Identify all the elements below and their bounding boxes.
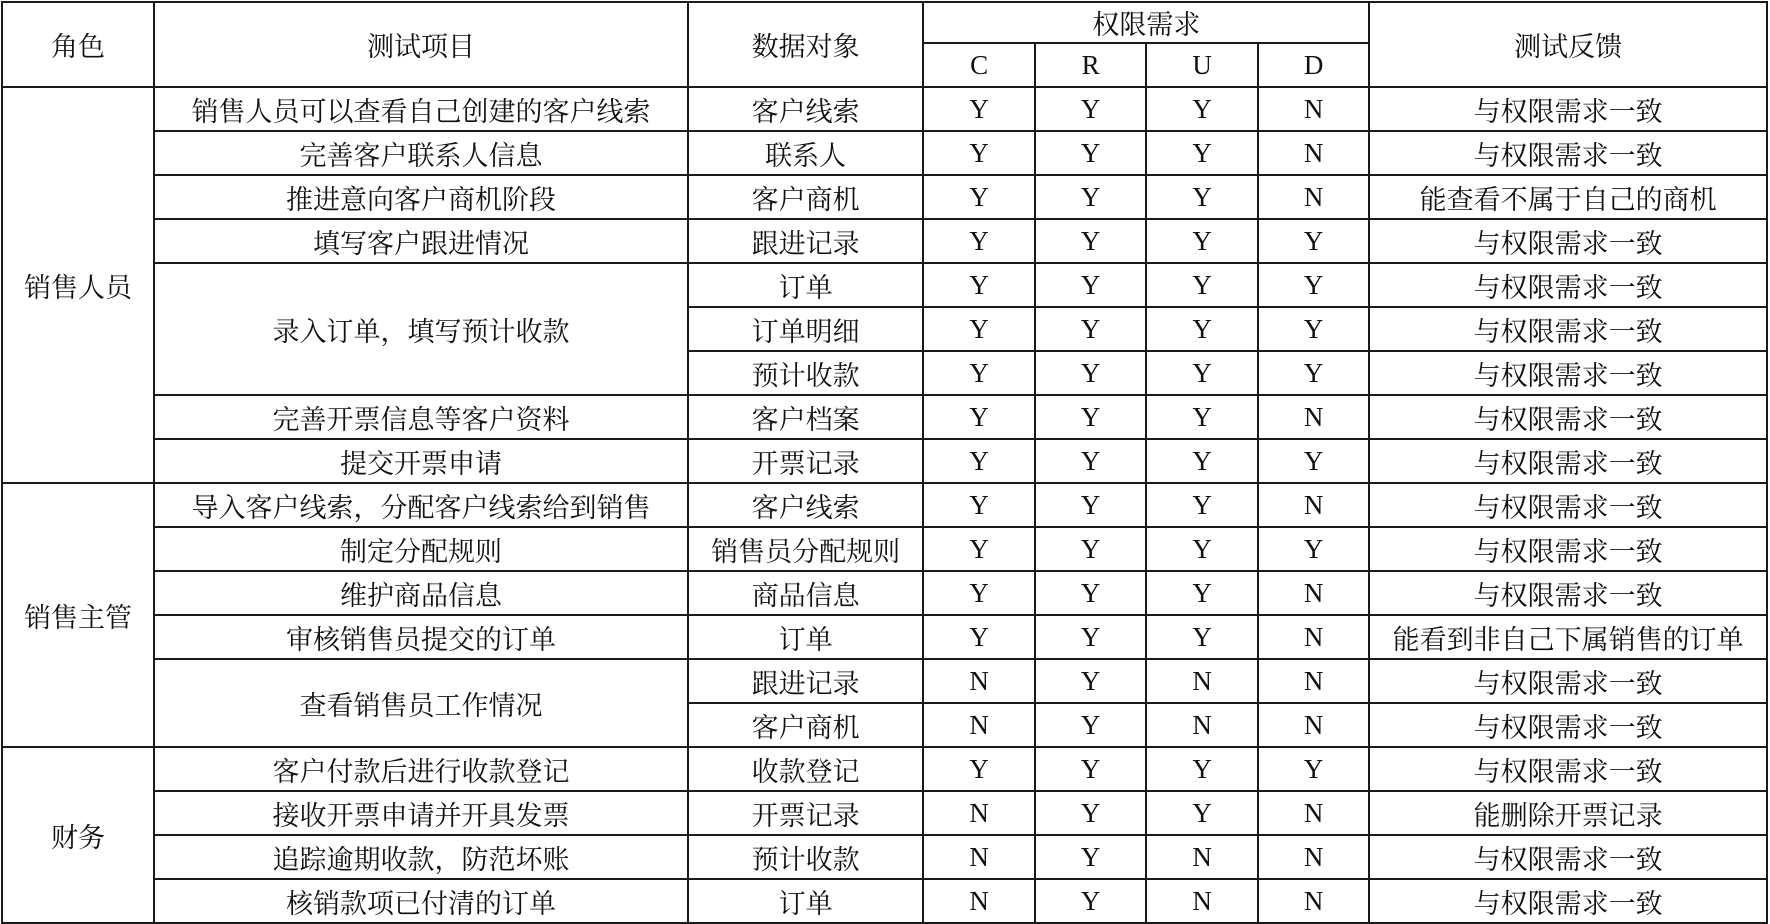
crud-c-cell: Y — [923, 219, 1035, 263]
feedback-cell: 与权限需求一致 — [1369, 879, 1767, 923]
data-object-cell: 开票记录 — [688, 791, 923, 835]
feedback-cell: 能看到非自己下属销售的订单 — [1369, 615, 1767, 659]
crud-u-cell: Y — [1146, 747, 1258, 791]
table-row — [2, 483, 1767, 527]
feedback-cell: 与权限需求一致 — [1369, 835, 1767, 879]
crud-c-cell: Y — [923, 747, 1035, 791]
table-row — [2, 87, 1767, 131]
crud-c-cell: Y — [923, 527, 1035, 571]
role-cell: 财务 — [2, 747, 154, 923]
crud-d-cell: Y — [1258, 263, 1370, 307]
crud-c-cell: Y — [923, 615, 1035, 659]
data-object-cell: 跟进记录 — [688, 219, 923, 263]
feedback-cell: 能删除开票记录 — [1369, 791, 1767, 835]
data-object-cell: 客户商机 — [688, 703, 923, 747]
data-object-cell: 订单明细 — [688, 307, 923, 351]
crud-u-cell: Y — [1146, 219, 1258, 263]
crud-u-cell: Y — [1146, 87, 1258, 131]
crud-c-cell: N — [923, 791, 1035, 835]
crud-r-cell: Y — [1035, 351, 1147, 395]
crud-d-cell: Y — [1258, 527, 1370, 571]
crud-c-cell: Y — [923, 439, 1035, 483]
test-item-cell: 接收开票申请并开具发票 — [154, 791, 688, 835]
crud-r-cell: Y — [1035, 87, 1147, 131]
crud-c-cell: N — [923, 835, 1035, 879]
test-item-cell: 制定分配规则 — [154, 527, 688, 571]
test-item-cell: 维护商品信息 — [154, 571, 688, 615]
table-row — [2, 659, 1767, 703]
table-row — [2, 879, 1767, 923]
data-object-cell: 客户线索 — [688, 483, 923, 527]
crud-d-cell: Y — [1258, 747, 1370, 791]
crud-r-cell: Y — [1035, 439, 1147, 483]
table-row — [2, 395, 1767, 439]
role-cell: 销售人员 — [2, 87, 154, 483]
crud-d-cell: Y — [1258, 439, 1370, 483]
crud-c-cell: Y — [923, 483, 1035, 527]
table-row — [2, 131, 1767, 175]
crud-c-cell: Y — [923, 131, 1035, 175]
feedback-cell: 与权限需求一致 — [1369, 527, 1767, 571]
header-test-item: 测试项目 — [154, 2, 688, 87]
header-crud-r: R — [1035, 43, 1147, 87]
feedback-cell: 与权限需求一致 — [1369, 219, 1767, 263]
table-row — [2, 175, 1767, 219]
test-item-cell: 录入订单，填写预计收款 — [154, 263, 688, 395]
feedback-cell: 与权限需求一致 — [1369, 351, 1767, 395]
table-row — [2, 439, 1767, 483]
crud-c-cell: Y — [923, 571, 1035, 615]
crud-d-cell: N — [1258, 571, 1370, 615]
crud-c-cell: Y — [923, 395, 1035, 439]
crud-r-cell: Y — [1035, 571, 1147, 615]
test-item-cell: 填写客户跟进情况 — [154, 219, 688, 263]
data-object-cell: 收款登记 — [688, 747, 923, 791]
feedback-cell: 与权限需求一致 — [1369, 131, 1767, 175]
header-feedback: 测试反馈 — [1369, 2, 1767, 87]
header-role: 角色 — [2, 2, 154, 87]
table-row — [2, 527, 1767, 571]
test-item-cell: 提交开票申请 — [154, 439, 688, 483]
feedback-cell: 与权限需求一致 — [1369, 87, 1767, 131]
header-crud-u: U — [1146, 43, 1258, 87]
crud-u-cell: Y — [1146, 791, 1258, 835]
crud-u-cell: N — [1146, 703, 1258, 747]
crud-r-cell: Y — [1035, 131, 1147, 175]
test-item-cell: 客户付款后进行收款登记 — [154, 747, 688, 791]
data-object-cell: 联系人 — [688, 131, 923, 175]
crud-d-cell: N — [1258, 87, 1370, 131]
crud-d-cell: Y — [1258, 351, 1370, 395]
table-header — [2, 2, 1767, 87]
table-row — [2, 791, 1767, 835]
crud-c-cell: Y — [923, 351, 1035, 395]
header-crud-d: D — [1258, 43, 1370, 87]
table-row — [2, 219, 1767, 263]
data-object-cell: 预计收款 — [688, 835, 923, 879]
test-item-cell: 导入客户线索，分配客户线索给到销售 — [154, 483, 688, 527]
crud-u-cell: N — [1146, 879, 1258, 923]
header-permission-group: 权限需求 — [923, 2, 1369, 43]
test-item-cell: 追踪逾期收款，防范坏账 — [154, 835, 688, 879]
crud-c-cell: Y — [923, 87, 1035, 131]
crud-u-cell: Y — [1146, 483, 1258, 527]
crud-r-cell: Y — [1035, 879, 1147, 923]
table-row — [2, 263, 1767, 307]
crud-d-cell: N — [1258, 395, 1370, 439]
data-object-cell: 客户商机 — [688, 175, 923, 219]
test-item-cell: 查看销售员工作情况 — [154, 659, 688, 747]
table-row — [2, 747, 1767, 791]
data-object-cell: 开票记录 — [688, 439, 923, 483]
feedback-cell: 能查看不属于自己的商机 — [1369, 175, 1767, 219]
crud-r-cell: Y — [1035, 659, 1147, 703]
crud-c-cell: N — [923, 703, 1035, 747]
data-object-cell: 订单 — [688, 615, 923, 659]
data-object-cell: 订单 — [688, 879, 923, 923]
feedback-cell: 与权限需求一致 — [1369, 263, 1767, 307]
data-object-cell: 销售员分配规则 — [688, 527, 923, 571]
data-object-cell: 客户档案 — [688, 395, 923, 439]
crud-r-cell: Y — [1035, 263, 1147, 307]
crud-u-cell: Y — [1146, 395, 1258, 439]
crud-d-cell: N — [1258, 175, 1370, 219]
crud-u-cell: Y — [1146, 263, 1258, 307]
crud-r-cell: Y — [1035, 307, 1147, 351]
crud-u-cell: Y — [1146, 615, 1258, 659]
data-object-cell: 预计收款 — [688, 351, 923, 395]
feedback-cell: 与权限需求一致 — [1369, 747, 1767, 791]
crud-d-cell: Y — [1258, 307, 1370, 351]
role-cell: 销售主管 — [2, 483, 154, 747]
header-data-object: 数据对象 — [688, 2, 923, 87]
crud-c-cell: Y — [923, 307, 1035, 351]
feedback-cell: 与权限需求一致 — [1369, 439, 1767, 483]
crud-u-cell: Y — [1146, 571, 1258, 615]
table-row — [2, 615, 1767, 659]
crud-d-cell: N — [1258, 483, 1370, 527]
crud-d-cell: N — [1258, 659, 1370, 703]
table-row — [2, 835, 1767, 879]
data-object-cell: 跟进记录 — [688, 659, 923, 703]
crud-u-cell: Y — [1146, 131, 1258, 175]
data-object-cell: 客户线索 — [688, 87, 923, 131]
feedback-cell: 与权限需求一致 — [1369, 483, 1767, 527]
crud-r-cell: Y — [1035, 703, 1147, 747]
crud-u-cell: Y — [1146, 351, 1258, 395]
feedback-cell: 与权限需求一致 — [1369, 395, 1767, 439]
test-item-cell: 审核销售员提交的订单 — [154, 615, 688, 659]
crud-d-cell: N — [1258, 615, 1370, 659]
crud-u-cell: Y — [1146, 175, 1258, 219]
test-item-cell: 推进意向客户商机阶段 — [154, 175, 688, 219]
crud-u-cell: Y — [1146, 307, 1258, 351]
crud-r-cell: Y — [1035, 483, 1147, 527]
test-item-cell: 完善开票信息等客户资料 — [154, 395, 688, 439]
crud-r-cell: Y — [1035, 175, 1147, 219]
crud-u-cell: Y — [1146, 527, 1258, 571]
table-row — [2, 571, 1767, 615]
crud-d-cell: N — [1258, 791, 1370, 835]
data-object-cell: 订单 — [688, 263, 923, 307]
crud-u-cell: Y — [1146, 439, 1258, 483]
crud-c-cell: N — [923, 879, 1035, 923]
crud-r-cell: Y — [1035, 219, 1147, 263]
feedback-cell: 与权限需求一致 — [1369, 571, 1767, 615]
table-body — [2, 87, 1767, 923]
crud-d-cell: N — [1258, 703, 1370, 747]
crud-u-cell: N — [1146, 659, 1258, 703]
feedback-cell: 与权限需求一致 — [1369, 703, 1767, 747]
crud-u-cell: N — [1146, 835, 1258, 879]
crud-d-cell: Y — [1258, 219, 1370, 263]
crud-d-cell: N — [1258, 835, 1370, 879]
data-object-cell: 商品信息 — [688, 571, 923, 615]
crud-r-cell: Y — [1035, 527, 1147, 571]
feedback-cell: 与权限需求一致 — [1369, 659, 1767, 703]
crud-r-cell: Y — [1035, 791, 1147, 835]
crud-r-cell: Y — [1035, 747, 1147, 791]
crud-r-cell: Y — [1035, 615, 1147, 659]
crud-d-cell: N — [1258, 131, 1370, 175]
header-crud-c: C — [923, 43, 1035, 87]
test-item-cell: 销售人员可以查看自己创建的客户线索 — [154, 87, 688, 131]
crud-r-cell: Y — [1035, 835, 1147, 879]
crud-c-cell: Y — [923, 263, 1035, 307]
crud-c-cell: Y — [923, 175, 1035, 219]
test-item-cell: 完善客户联系人信息 — [154, 131, 688, 175]
crud-d-cell: N — [1258, 879, 1370, 923]
crud-c-cell: N — [923, 659, 1035, 703]
crud-r-cell: Y — [1035, 395, 1147, 439]
permission-test-table — [1, 1, 1768, 924]
feedback-cell: 与权限需求一致 — [1369, 307, 1767, 351]
test-item-cell: 核销款项已付清的订单 — [154, 879, 688, 923]
